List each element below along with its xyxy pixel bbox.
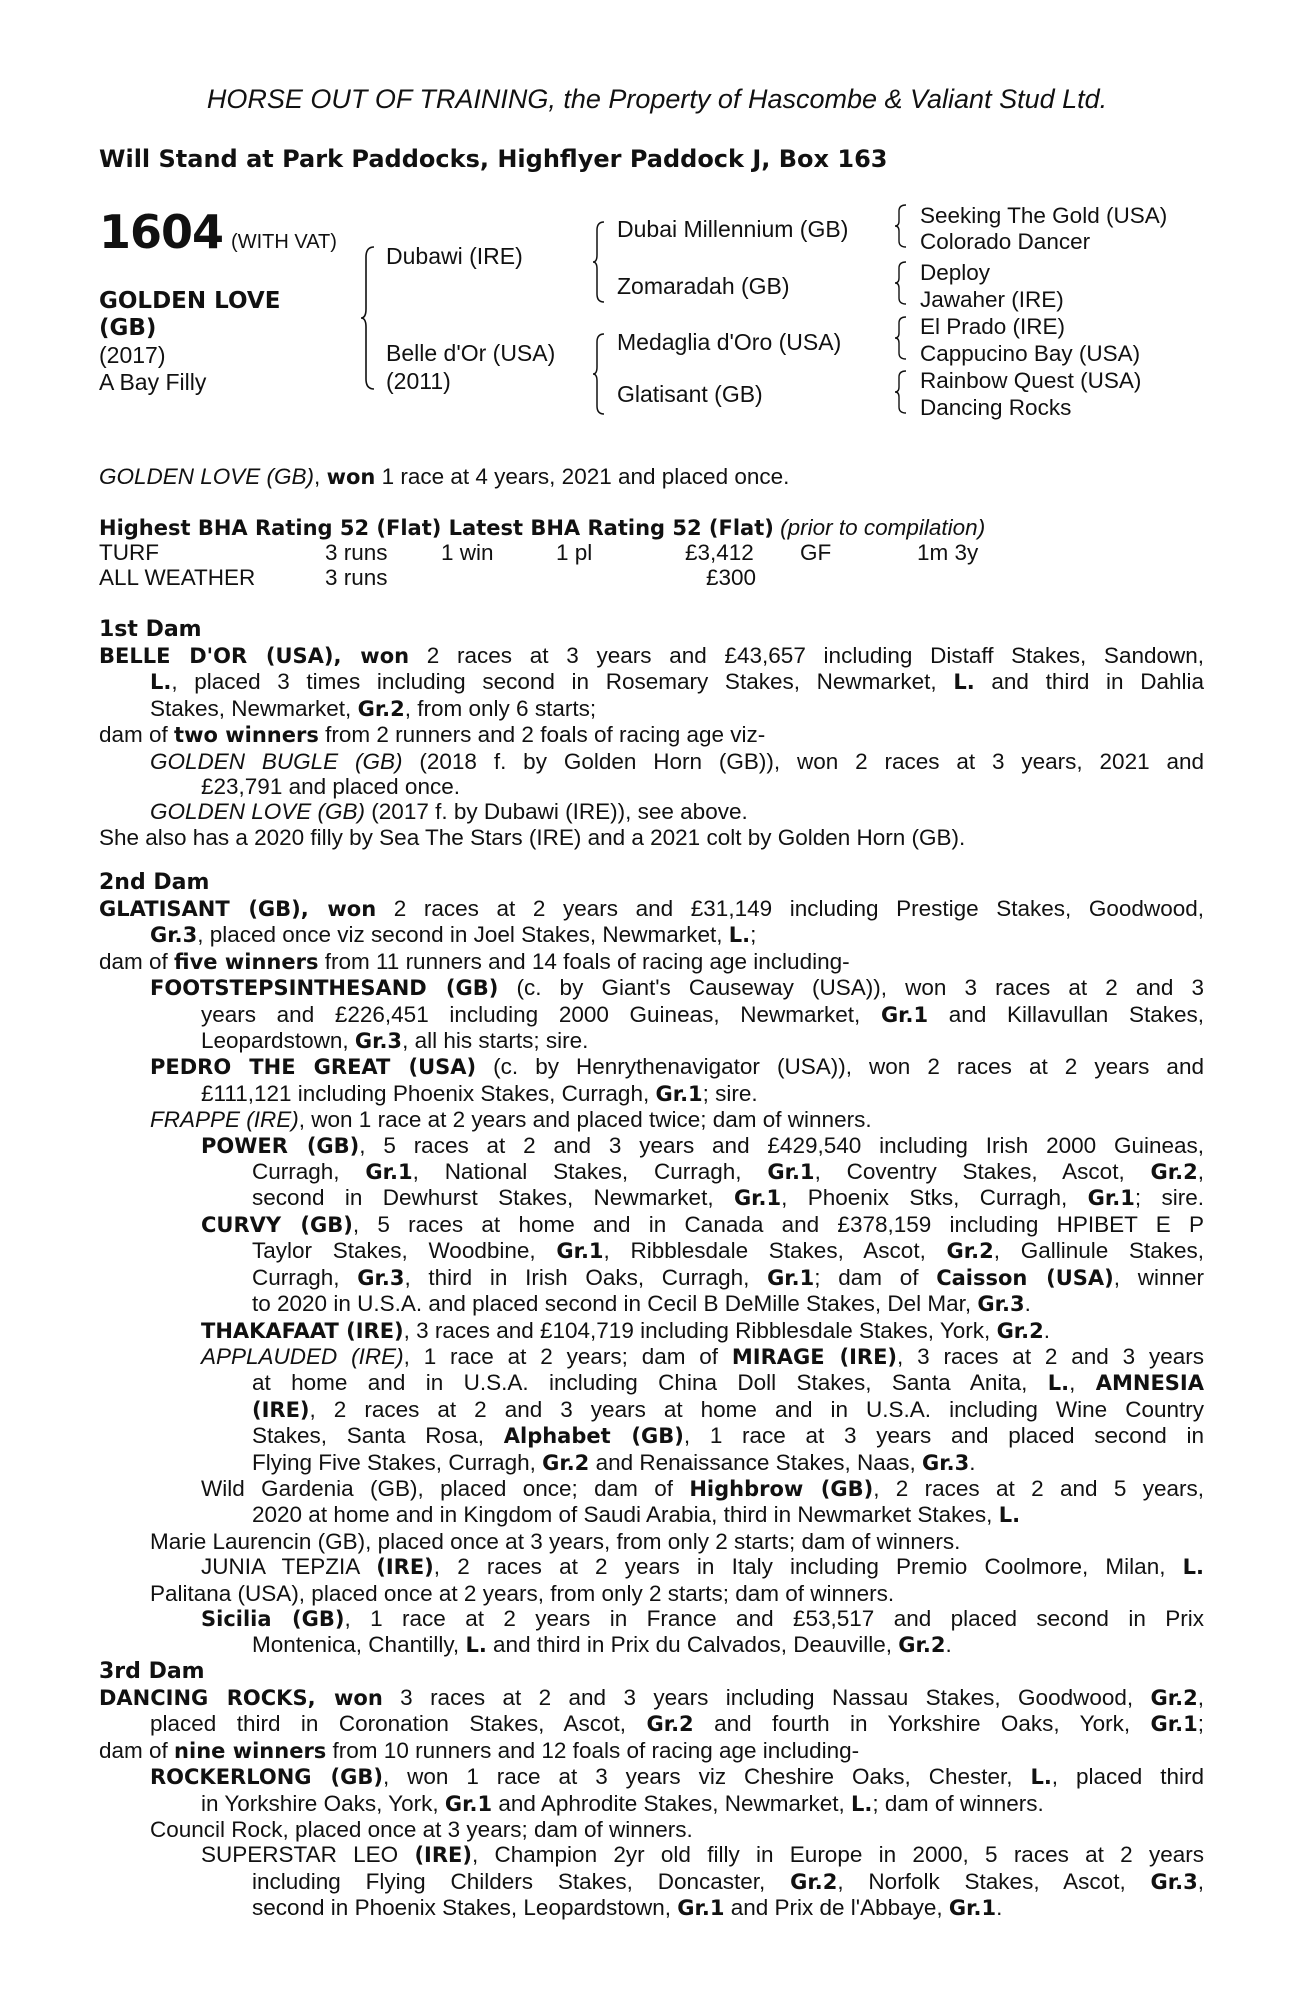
summary-name: GOLDEN LOVE (GB)	[99, 464, 315, 489]
bha-rating-note: (prior to compilation)	[780, 515, 986, 540]
second-dam-line: Wild Gardenia (GB), placed once; dam of Highbrow (GB), 2 races at 2 and 5 years,	[201, 1475, 1204, 1501]
second-dam-line: Sicilia (GB), 1 race at 2 years in France and £53,517 and placed second in Prix	[201, 1605, 1204, 1631]
turf-placed: 1 pl	[556, 540, 593, 565]
turf-runs: 3 runs	[325, 540, 388, 565]
pedigree-g1: Seeking The Gold (USA)	[920, 203, 1168, 228]
third-dam-heading: 3rd Dam	[99, 1659, 205, 1684]
stand-location: Will Stand at Park Paddocks, Highflyer Paddock J, Box 163	[99, 145, 888, 173]
third-dam-line: placed third in Coronation Stakes, Ascot, Gr.2 and fourth in Yorkshire Oaks, York, Gr.1;	[150, 1711, 1204, 1737]
lot-number-block	[99, 205, 337, 259]
second-dam-section	[99, 896, 1204, 1659]
pedigree-g4: Jawaher (IRE)	[920, 287, 1064, 312]
second-dam-line: APPLAUDED (IRE), 1 race at 2 years; dam of MIRAGE (IRE), 3 races at 2 and 3 years	[201, 1343, 1204, 1369]
second-dam-heading: 2nd Dam	[99, 870, 210, 895]
second-dam-line: PEDRO THE GREAT (USA) (c. by Henrythenavigator (USA)), won 2 races at 2 years and	[150, 1054, 1204, 1080]
first-dam-section	[99, 643, 1204, 850]
second-dam-line: Curragh, Gr.1, National Stakes, Curragh, Gr.1, Coventry Stakes, Ascot, Gr.2,	[252, 1159, 1205, 1185]
first-dam-line: dam of two winners from 2 runners and 2 foals of racing age viz-	[99, 722, 766, 748]
first-dam-line: Stakes, Newmarket, Gr.2, from only 6 starts;	[150, 695, 597, 721]
third-dam-line: Council Rock, placed once at 3 years; dam of winners.	[150, 1817, 693, 1843]
third-dam-line: ROCKERLONG (GB), won 1 race at 3 years viz Cheshire Oaks, Chester, L., placed third	[150, 1764, 1204, 1790]
horse-details	[99, 288, 280, 396]
third-dam-line: in Yorkshire Oaks, York, Gr.1 and Aphrodite Stakes, Newmarket, L.; dam of winners.	[201, 1790, 1044, 1816]
first-dam-line: GOLDEN BUGLE (GB) (2018 f. by Golden Horn (GB)), won 2 races at 3 years, 2021 and	[150, 748, 1204, 774]
horse-origin: (GB)	[99, 315, 157, 341]
summary-text: 1 race at 4 years, 2021 and placed once.	[375, 464, 790, 489]
second-dam-line: JUNIA TEPZIA (IRE), 2 races at 2 years in Italy including Premio Coolmore, Milan, L.	[201, 1554, 1204, 1580]
pedigree-g6: Cappucino Bay (USA)	[920, 341, 1141, 366]
pedigree-g8: Dancing Rocks	[920, 395, 1072, 420]
third-dam-line: dam of nine winners from 10 runners and 12 foals of racing age including-	[99, 1737, 860, 1763]
second-dam-line: years and £226,451 including 2000 Guineas, Newmarket, Gr.1 and Killavullan Stakes,	[201, 1001, 1204, 1027]
pedigree-dam-dam: Glatisant (GB)	[617, 381, 763, 407]
third-dam-line: including Flying Childers Stakes, Doncaster, Gr.2, Norfolk Stakes, Ascot, Gr.3,	[252, 1868, 1204, 1894]
second-dam-line: FRAPPE (IRE), won 1 race at 2 years and placed twice; dam of winners.	[150, 1107, 872, 1133]
all-weather-record	[0, 565, 1314, 591]
pedigree-g3: Deploy	[920, 260, 991, 285]
g3-brace-4	[894, 369, 908, 415]
second-dam-line: 2020 at home and in Kingdom of Saudi Arabia, third in Newmarket Stakes, L.	[252, 1502, 1021, 1528]
turf-label: TURF	[99, 540, 159, 565]
horse-name: GOLDEN LOVE	[99, 288, 281, 314]
second-dam-line: Stakes, Santa Rosa, Alphabet (GB), 1 race at 3 years and placed second in	[252, 1423, 1204, 1449]
pedigree-g7: Rainbow Quest (USA)	[920, 368, 1142, 393]
second-dam-line: Montenica, Chantilly, L. and third in Prix du Calvados, Deauville, Gr.2.	[252, 1632, 952, 1658]
second-dam-line: Gr.3, placed once viz second in Joel Stakes, Newmarket, L.;	[150, 922, 757, 948]
lot-number: 1604	[99, 205, 224, 259]
dam-line-brace	[592, 332, 606, 416]
second-dam-line: POWER (GB), 5 races at 2 and 3 years and £429,540 including Irish 2000 Guineas,	[201, 1132, 1205, 1158]
pedigree-dam-year: (2011)	[386, 368, 451, 394]
page-title: HORSE OUT OF TRAINING, the Property of Hascombe & Valiant Stud Ltd.	[206, 84, 1108, 114]
race-summary: GOLDEN LOVE (GB), won 1 race at 4 years, 2021 and placed once.	[99, 464, 790, 489]
first-dam-line: She also has a 2020 filly by Sea The Stars (IRE) and a 2021 colt by Golden Horn (GB).	[99, 824, 966, 850]
g3-brace-1	[894, 203, 908, 249]
first-dam-line: £23,791 and placed once.	[201, 774, 460, 800]
aw-runs: 3 runs	[325, 565, 388, 590]
turf-record	[0, 540, 1314, 566]
pedigree-sire-sire: Dubai Millennium (GB)	[617, 216, 849, 242]
second-dam-line: Marie Laurencin (GB), placed once at 3 years, from only 2 starts; dam of winners.	[150, 1528, 961, 1554]
pedigree-sire-dam: Zomaradah (GB)	[617, 273, 790, 299]
turf-going: GF	[800, 540, 832, 565]
pedigree-sire: Dubawi (IRE)	[386, 243, 523, 269]
turf-distance: 1m 3y	[917, 540, 979, 565]
pedigree-g2: Colorado Dancer	[920, 229, 1091, 254]
g3-brace-2	[894, 260, 908, 306]
first-dam-heading: 1st Dam	[99, 617, 202, 642]
second-dam-line: (IRE), 2 races at 2 and 3 years at home and in U.S.A. including Wine Country	[252, 1396, 1204, 1422]
second-dam-line: dam of five winners from 11 runners and 14 foals of racing age including-	[99, 948, 850, 974]
turf-wins: 1 win	[441, 540, 494, 565]
second-dam-line: Taylor Stakes, Woodbine, Gr.1, Ribblesdale Stakes, Ascot, Gr.2, Gallinule Stakes,	[252, 1238, 1204, 1264]
second-dam-line: to 2020 in U.S.A. and placed second in Cecil B DeMille Stakes, Del Mar, Gr.3.	[252, 1291, 1031, 1317]
second-dam-line: THAKAFAAT (IRE), 3 races and £104,719 including Ribblesdale Stakes, York, Gr.2.	[201, 1317, 1051, 1343]
third-dam-line: second in Phoenix Stakes, Leopardstown, Gr.1 and Prix de l'Abbaye, Gr.1.	[252, 1895, 1003, 1921]
second-dam-line: second in Dewhurst Stakes, Newmarket, Gr.1, Phoenix Stks, Curragh, Gr.1; sire.	[252, 1185, 1204, 1211]
sire-dam-brace	[360, 245, 376, 391]
horse-description: A Bay Filly	[99, 369, 207, 395]
sire-line-brace	[592, 220, 606, 304]
second-dam-line: GLATISANT (GB), won 2 races at 2 years and £31,149 including Prestige Stakes, Goodwood,	[99, 896, 1204, 921]
third-dam-line: SUPERSTAR LEO (IRE), Champion 2yr old filly in Europe in 2000, 5 races at 2 years	[201, 1842, 1204, 1868]
pedigree-dam-sire: Medaglia d'Oro (USA)	[617, 329, 842, 355]
pedigree-g5: El Prado (IRE)	[920, 314, 1066, 339]
turf-prize: £3,412	[685, 540, 754, 565]
second-dam-line: Leopardstown, Gr.3, all his starts; sire.	[201, 1028, 589, 1054]
g3-brace-3	[894, 315, 908, 361]
aw-label: ALL WEATHER	[99, 565, 256, 590]
third-dam-section	[99, 1685, 1204, 1922]
second-dam-line: CURVY (GB), 5 races at home and in Canada and £378,159 including HPIBET E P	[201, 1211, 1204, 1237]
second-dam-line: Flying Five Stakes, Curragh, Gr.2 and Renaissance Stakes, Naas, Gr.3.	[252, 1449, 976, 1475]
lot-vat: (WITH VAT)	[231, 231, 337, 253]
summary-won: won	[326, 465, 376, 489]
bha-rating	[99, 515, 985, 541]
third-dam-line: DANCING ROCKS, won 3 races at 2 and 3 years including Nassau Stakes, Goodwood, Gr.2,	[99, 1685, 1204, 1710]
second-dam-line: £111,121 including Phoenix Stakes, Curragh, Gr.1; sire.	[201, 1080, 758, 1106]
second-dam-line: Palitana (USA), placed once at 2 years, from only 2 starts; dam of winners.	[150, 1580, 895, 1606]
horse-year: (2017)	[99, 342, 166, 368]
first-dam-line: BELLE D'OR (USA), won 2 races at 3 years and £43,657 including Distaff Stakes, Sandown,	[99, 643, 1205, 668]
pedigree-dam: Belle d'Or (USA)	[386, 340, 556, 366]
bha-rating-text: Highest BHA Rating 52 (Flat) Latest BHA Rating 52 (Flat)	[99, 516, 774, 540]
second-dam-line: FOOTSTEPSINTHESAND (GB) (c. by Giant's Causeway (USA)), won 3 races at 2 and 3	[150, 975, 1205, 1001]
second-dam-line: at home and in U.S.A. including China Doll Stakes, Santa Anita, L., AMNESIA	[252, 1370, 1204, 1396]
first-dam-line: L., placed 3 times including second in Rosemary Stakes, Newmarket, L. and third in Dahlia	[150, 669, 1204, 695]
first-dam-line: GOLDEN LOVE (GB) (2017 f. by Dubawi (IRE)), see above.	[150, 799, 748, 825]
second-dam-line: Curragh, Gr.3, third in Irish Oaks, Curragh, Gr.1; dam of Caisson (USA), winner	[252, 1264, 1204, 1290]
aw-prize: £300	[706, 565, 757, 590]
